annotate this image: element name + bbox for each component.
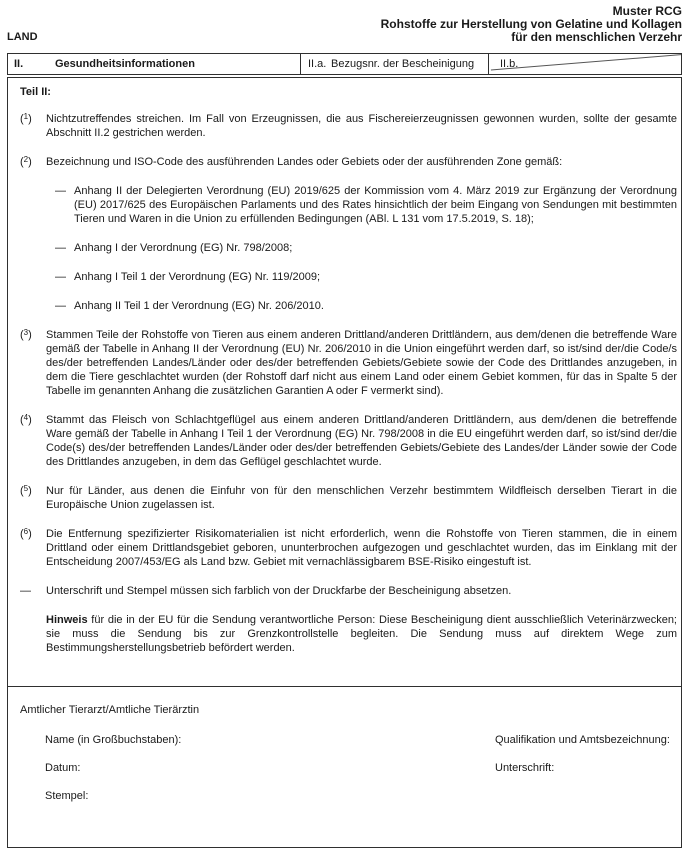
footnote-marker: ($^6$) — [20, 527, 32, 540]
part-ii-title: Teil II: — [20, 86, 51, 98]
footnotes-list — [20, 112, 677, 655]
notice-lead: Hinweis — [46, 614, 88, 626]
notice-text: Hinweis für die in der EU für die Sendung verantwortliche Person: Diese Bescheinigung dient ausschließlich Veterinärzwecken; sie muss die Sendung bis zur Grenzkontrollstelle begleiten. Die Sendung muss auf direktem Wege zum Bestimmungsherstellungsbetrieb befördert werden. — [46, 614, 677, 654]
dash-icon: — — [55, 271, 66, 283]
signature-fields — [20, 733, 677, 803]
list-item-text: Unterschrift und Stempel müssen sich farblich von der Druckfarbe der Bescheinigung absetzen. — [46, 585, 512, 597]
list-item-text: Anhang I Teil 1 der Verordnung (EG) Nr. 119/2009; — [74, 271, 321, 283]
signature-field-row — [20, 733, 677, 747]
dash-icon: — — [55, 300, 66, 312]
annex-list-item — [55, 299, 677, 313]
signature-field-row — [20, 761, 677, 775]
annex-list-item — [55, 241, 677, 255]
title-line-model: Muster RCG — [612, 4, 682, 18]
annex-list-item — [55, 184, 677, 226]
field-label-left: Stempel: — [45, 790, 89, 802]
cell-health-information — [8, 54, 301, 74]
footnote-marker: ($^5$) — [20, 484, 32, 497]
footnote-1 — [20, 112, 677, 140]
footnote-text: Nichtzutreffendes streichen. Im Fall von Erzeugnissen, die aus Fischereierzeugnissen gewonnen wurden, sollte der gesamte Abschnitt II.2 gestrichen werden. — [46, 113, 677, 139]
footnote-marker: ($^2$) — [20, 155, 32, 168]
document-title — [381, 5, 682, 44]
section-number: II. — [14, 58, 24, 70]
section-label: Bezugsnr. der Bescheinigung — [331, 58, 475, 70]
footnote-text: Die Entfernung spezifizierter Risikomaterialien ist nicht erforderlich, wenn die Rohstoffe von Tieren stammen, die in einem Drittland oder einem Drittlandsgebiet geboren, ununterbrochen aufgezogen und geschlachtet wurden, das im Einklang mit der Entscheidung 2007/453/EG als Land bzw. Gebiet mit vernachlässigbarem BSE-Risiko eingestuft ist. — [46, 528, 677, 568]
field-label-right: Qualifikation und Amtsbezeichnung: — [495, 734, 670, 746]
title-line-purpose: für den menschlichen Verzehr — [511, 30, 682, 44]
certificate-body — [7, 77, 682, 848]
strike-diagonal-line — [489, 54, 681, 74]
footnote-marker: ($^4$) — [20, 413, 32, 426]
footnote-text: Stammen Teile der Rohstoffe von Tieren aus einem anderen Drittland/anderen Drittländern, aus dem/denen die betreffende Ware gemäß der Tabelle in Anhang II der Verordnung (EU) Nr. 206/2010 in die Union eingeführt werden darf, so ist/sind der/die Code/s des/der betreffenden Landes/Länder oder des/der betreffenden Gebiets/Gebiete sowie der Code des Drittlandes anzugeben, in dem die Tiere geschlachtet wurden (der Rohstoff darf nicht aus einem Land oder einem Gebiet kommen, für das in Spalte 5 der Tabelle im genannten Anhang die zusätzlichen Garantien A oder F vermerkt sind). — [46, 329, 677, 397]
part-ii-notes-section — [8, 78, 681, 686]
list-item-text: Anhang II der Delegierten Verordnung (EU) 2019/625 der Kommission vom 4. März 2019 zur Ergänzung der Verordnung (EU) 2017/625 des Europäischen Parlaments und des Rates hinsichtlich der beim Eingang von Sendungen mit bestimmten Tieren und Waren in die Union zu erfüllenden Bedingungen (ABl. L 131 vom 17.5.2019, S. 18); — [74, 185, 677, 225]
health-information-header-row — [7, 53, 682, 75]
footnote-marker: ($^3$) — [20, 328, 32, 341]
annex-list-item — [55, 270, 677, 284]
footnote-text: Stammt das Fleisch von Schlachtgeflügel aus einem anderen Drittland/anderen Drittländern, aus dem/denen die betreffende Ware gemäß der Tabelle in Anhang I Teil 1 der Verordnung (EG) Nr. 798/2008 in die EU eingeführt werden darf, so ist/sind der/die Code(s) des/der betreffenden Landes/Länder oder des/der betreffenden Gebiets/Gebiete des Landes/der Länder sowie der Code des Drittlandes anzugeben, in dem das Geflügel geschlachtet wurde. — [46, 414, 677, 468]
footnote-2 — [20, 155, 677, 169]
section-number: II.a. — [308, 58, 327, 70]
official-veterinarian-heading: Amtlicher Tierarzt/Amtliche Tierärztin — [20, 704, 200, 716]
footnote-marker: ($^1$) — [20, 112, 32, 125]
dash-icon: — — [20, 585, 31, 597]
field-label-right — [495, 789, 677, 803]
page-header — [7, 0, 682, 53]
title-line-subject: Rohstoffe zur Herstellung von Gelatine und Kollagen — [380, 17, 682, 31]
dash-icon: — — [55, 242, 66, 254]
list-item-text: Anhang I der Verordnung (EG) Nr. 798/2008; — [74, 242, 293, 254]
footnote-text: Bezeichnung und ISO-Code des ausführenden Landes oder Gebiets oder der ausführenden Zone gemäß: — [46, 156, 563, 168]
field-label-left: Datum: — [45, 762, 81, 774]
footnote-6 — [20, 527, 677, 569]
footnote-text: Nur für Länder, aus denen die Einfuhr von für den menschlichen Verzehr bestimmtem Wildfleisch derselben Tierart in die Europäische Union zugelassen ist. — [46, 485, 677, 511]
field-label-left: Name (in Großbuchstaben): — [45, 734, 182, 746]
footnote-3 — [20, 328, 677, 398]
section-label: Gesundheitsinformationen — [55, 58, 195, 70]
dash-icon: — — [55, 185, 66, 197]
land-label: LAND — [7, 31, 38, 43]
cell-certificate-reference — [301, 54, 489, 74]
list-item-text: Anhang II Teil 1 der Verordnung (EG) Nr. 206/2010. — [74, 300, 324, 312]
dash-note — [20, 584, 677, 598]
field-label-right: Unterschrift: — [495, 762, 555, 774]
section-number: II.b. — [500, 58, 519, 70]
cell-iib — [489, 54, 681, 74]
footnote-4 — [20, 413, 677, 469]
footnote-5 — [20, 484, 677, 512]
notice-paragraph — [46, 613, 677, 655]
official-veterinarian-section — [8, 686, 681, 847]
signature-field-row — [20, 789, 677, 803]
